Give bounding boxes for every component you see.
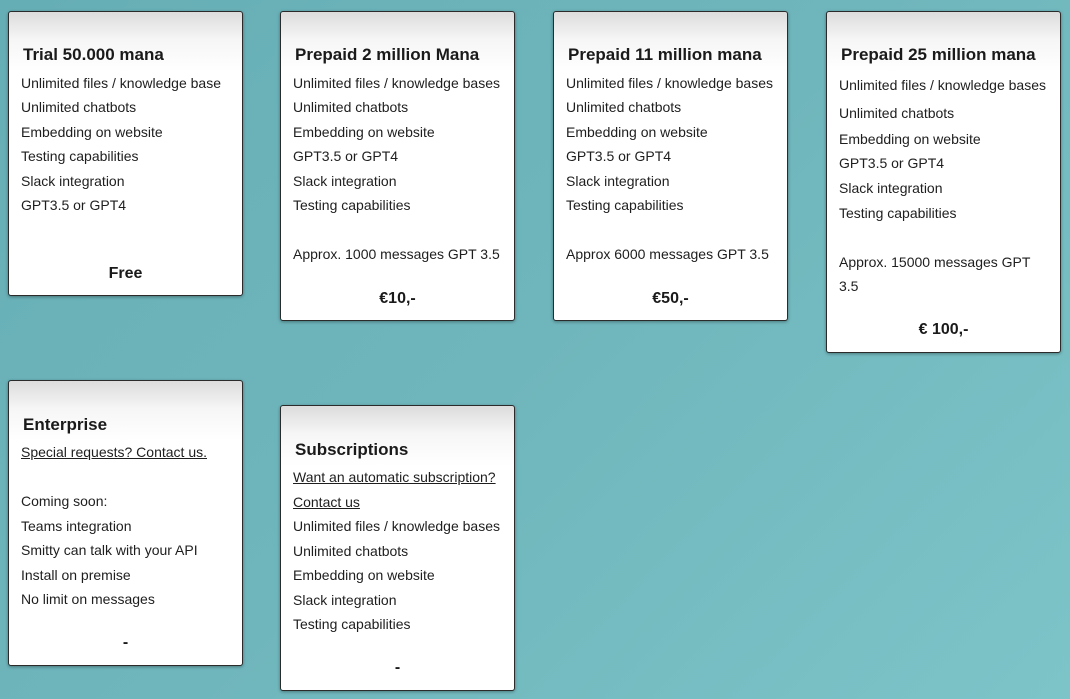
plan-feature: Slack integration xyxy=(566,173,670,189)
plan-feature: Testing capabilities xyxy=(566,197,684,213)
plan-card-prepaid-11m xyxy=(553,11,788,321)
coming-soon-label: Coming soon: xyxy=(21,493,108,509)
plan-feature: Testing capabilities xyxy=(839,205,957,221)
plan-title: Prepaid 25 million mana xyxy=(841,45,1036,64)
plan-feature: Unlimited files / knowledge base xyxy=(21,75,221,91)
plan-feature: Embedding on website xyxy=(839,131,981,147)
plan-price: € 100,- xyxy=(918,321,969,338)
plan-feature: Embedding on website xyxy=(566,124,708,140)
plan-price: Free xyxy=(108,265,143,282)
plan-messages: Approx. 1000 messages GPT 3.5 xyxy=(293,246,500,262)
plan-feature: GPT3.5 or GPT4 xyxy=(21,197,127,213)
subscription-link[interactable]: Want an automatic subscription? xyxy=(293,469,496,485)
plan-title: Subscriptions xyxy=(295,440,409,459)
plan-card-prepaid-2m xyxy=(280,11,515,321)
plan-feature: Embedding on website xyxy=(21,124,163,140)
plan-feature: Unlimited chatbots xyxy=(839,105,955,121)
plan-feature: Install on premise xyxy=(21,567,131,583)
plan-title: Trial 50.000 mana xyxy=(23,45,164,64)
plan-feature: Embedding on website xyxy=(293,124,435,140)
plan-messages: Approx. 15000 messages GPT xyxy=(839,254,1031,270)
plan-feature: Unlimited chatbots xyxy=(21,99,137,115)
plan-title: Enterprise xyxy=(23,415,108,434)
plan-card-subscriptions xyxy=(280,405,515,691)
plan-feature: Unlimited chatbots xyxy=(566,99,682,115)
plan-messages: Approx 6000 messages GPT 3.5 xyxy=(566,246,769,262)
plan-feature: Unlimited files / knowledge bases xyxy=(293,518,500,534)
plan-messages: 3.5 xyxy=(839,278,859,294)
contact-link[interactable]: Special requests? Contact us. xyxy=(21,444,207,460)
plan-price: - xyxy=(122,634,129,651)
plan-feature: No limit on messages xyxy=(21,591,155,607)
plan-card-enterprise xyxy=(8,380,243,666)
plan-title: Prepaid 11 million mana xyxy=(568,45,762,64)
plan-feature: Unlimited chatbots xyxy=(293,543,409,559)
plan-feature: Unlimited files / knowledge bases xyxy=(293,75,500,91)
plan-feature: Embedding on website xyxy=(293,567,435,583)
plan-feature: Teams integration xyxy=(21,518,132,534)
plan-price: €50,- xyxy=(652,290,689,307)
plan-feature: GPT3.5 or GPT4 xyxy=(566,148,672,164)
plan-feature: Unlimited files / knowledge bases xyxy=(839,77,1046,93)
plan-card-prepaid-25m xyxy=(826,11,1061,353)
plan-feature: Testing capabilities xyxy=(293,616,411,632)
plan-feature: Unlimited chatbots xyxy=(293,99,409,115)
plan-feature: Slack integration xyxy=(293,592,397,608)
plan-price: €10,- xyxy=(379,290,416,307)
plan-feature: Slack integration xyxy=(21,173,125,189)
plan-feature: Slack integration xyxy=(839,180,943,196)
plan-price: - xyxy=(394,659,401,676)
plan-feature: Testing capabilities xyxy=(293,197,411,213)
plan-feature: Testing capabilities xyxy=(21,148,139,164)
plan-feature: Smitty can talk with your API xyxy=(21,542,198,558)
plan-feature: GPT3.5 or GPT4 xyxy=(293,148,399,164)
plan-feature: Unlimited files / knowledge bases xyxy=(566,75,773,91)
plan-feature: GPT3.5 or GPT4 xyxy=(839,155,945,171)
plan-title: Prepaid 2 million Mana xyxy=(295,45,480,64)
plan-card-trial xyxy=(8,11,243,296)
plan-feature: Slack integration xyxy=(293,173,397,189)
contact-link[interactable]: Contact us xyxy=(293,494,360,510)
